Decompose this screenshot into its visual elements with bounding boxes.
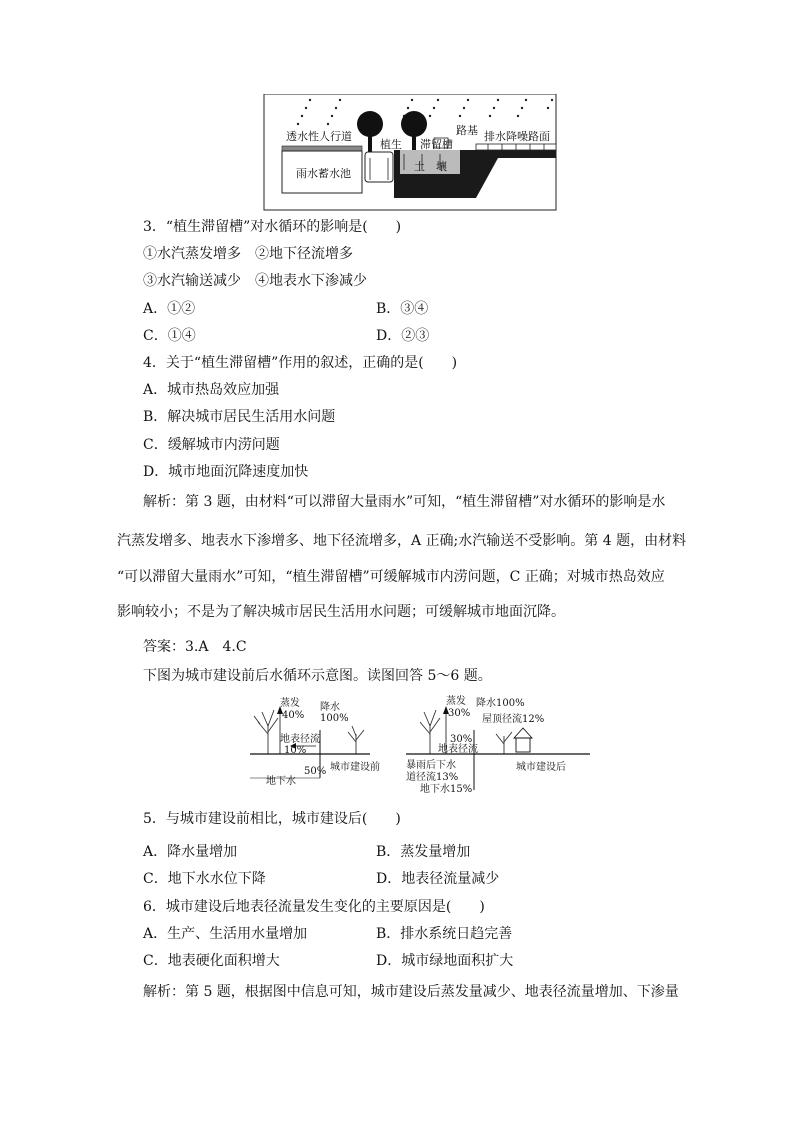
bioretention-diagram [262, 94, 558, 212]
panel-before [250, 696, 380, 787]
analysis1-line2: 汽蒸发增多、地表水下渗增多、地下径流增多，A 正确;水汽输送不受影响。第 4 题，由材料 [117, 533, 687, 549]
after-runoff-pct: 30% [450, 734, 473, 745]
label-soil: 土 壤 [414, 160, 447, 173]
house-icon [514, 728, 532, 752]
q4-option-b: B．解决城市居民生活用水问题 [143, 409, 336, 425]
q5-option-c: C．地下水水位下降 [143, 871, 266, 887]
before-rain-pct: 100% [320, 713, 349, 724]
before-ground: 地下水 [266, 776, 296, 787]
intro2: 下图为城市建设前后水循环示意图。读图回答 5～6 题。 [143, 668, 492, 684]
q6-stem: 6．城市建设后地表径流量发生变化的主要原因是( ) [143, 899, 485, 915]
label-roadbed: 路基 [456, 124, 478, 137]
before-evap-pct: 40% [282, 710, 305, 721]
after-storm-1: 暴雨后下水 [406, 760, 456, 771]
label-walkway: 透水性人行道 [286, 130, 352, 143]
q5-option-a: A．降水量增加 [143, 844, 238, 860]
q4-option-c: C．缓解城市内涝问题 [143, 437, 280, 453]
after-evap: 蒸发 [446, 696, 466, 707]
after-rain: 降水100% [476, 698, 525, 709]
panel-after [406, 694, 590, 795]
q6-option-b: B．排水系统日趋完善 [376, 926, 513, 942]
q4-option-d: D．城市地面沉降速度加快 [143, 464, 309, 480]
analysis1-line3: “可以滞留大量雨水”可知，“植生滞留槽”可缓解城市内涝问题，C 正确；对城市热岛效应 [117, 569, 665, 585]
label-planting: 植生 [380, 138, 402, 151]
q3-option-d: D．②③ [376, 328, 430, 344]
q6-option-a: A．生产、生活用水量增加 [143, 926, 308, 942]
analysis1-line4: 影响较小；不是为了解决城市居民生活用水问题；可缓解城市地面沉降。 [117, 604, 565, 620]
tree-icon [420, 710, 440, 754]
after-ground: 地下水15% [420, 784, 473, 795]
q3-options-1: ①水汽蒸发增多 ②地下径流增多 [143, 246, 353, 262]
label-road: 排水降噪路面 [484, 130, 550, 143]
analysis1-line1: 解析：第 3 题，由材料“可以滞留大量雨水”可知，“植生滞留槽”对水循环的影响是水 [143, 494, 666, 510]
answer1: 答案：3.A 4.C [143, 639, 247, 655]
analysis2-line1: 解析：第 5 题，根据图中信息可知，城市建设后蒸发量减少、地表径流量增加、下渗量 [143, 984, 679, 1000]
q6-option-c: C．地表硬化面积增大 [143, 953, 280, 969]
label-tank: 雨水蓄水池 [296, 167, 351, 180]
after-storm-2: 道径流13% [406, 772, 459, 783]
label-trough: 滞留槽 [420, 138, 453, 151]
q3-option-b: B．③④ [376, 301, 429, 317]
q3-stem: 3．“植生滞留槽”对水循环的影响是( ) [143, 219, 402, 235]
q6-option-d: D．城市绿地面积扩大 [376, 953, 514, 969]
water-cycle-diagram [250, 694, 600, 798]
before-runoff: 地表径流 [280, 734, 320, 745]
q4-option-a: A．城市热岛效应加强 [143, 382, 280, 398]
before-ground-pct: 50% [304, 766, 327, 777]
q5-option-b: B．蒸发量增加 [376, 844, 471, 860]
after-roof: 屋顶径流12% [482, 714, 545, 725]
before-runoff-pct: 10% [284, 745, 307, 756]
tree-icon [254, 710, 278, 754]
after-runoff: 地表径流 [438, 744, 478, 755]
q5-option-d: D．地表径流量减少 [376, 871, 500, 887]
q3-options-2: ③水汽输送减少 ④地表水下渗减少 [143, 273, 367, 289]
before-evap: 蒸发 [280, 698, 300, 709]
q5-stem: 5．与城市建设前相比，城市建设后( ) [143, 811, 401, 827]
before-rain: 降水 [320, 702, 340, 713]
after-caption: 城市建设后 [516, 762, 566, 773]
tree-icon [496, 732, 512, 754]
before-caption: 城市建设前 [330, 762, 380, 773]
q4-stem: 4．关于“植生滞留槽”作用的叙述，正确的是( ) [143, 355, 458, 371]
q3-option-a: A．①② [143, 301, 196, 317]
tree-icon [348, 726, 364, 754]
q3-option-c: C．①④ [143, 328, 196, 344]
after-evap-pct: 30% [448, 708, 471, 719]
